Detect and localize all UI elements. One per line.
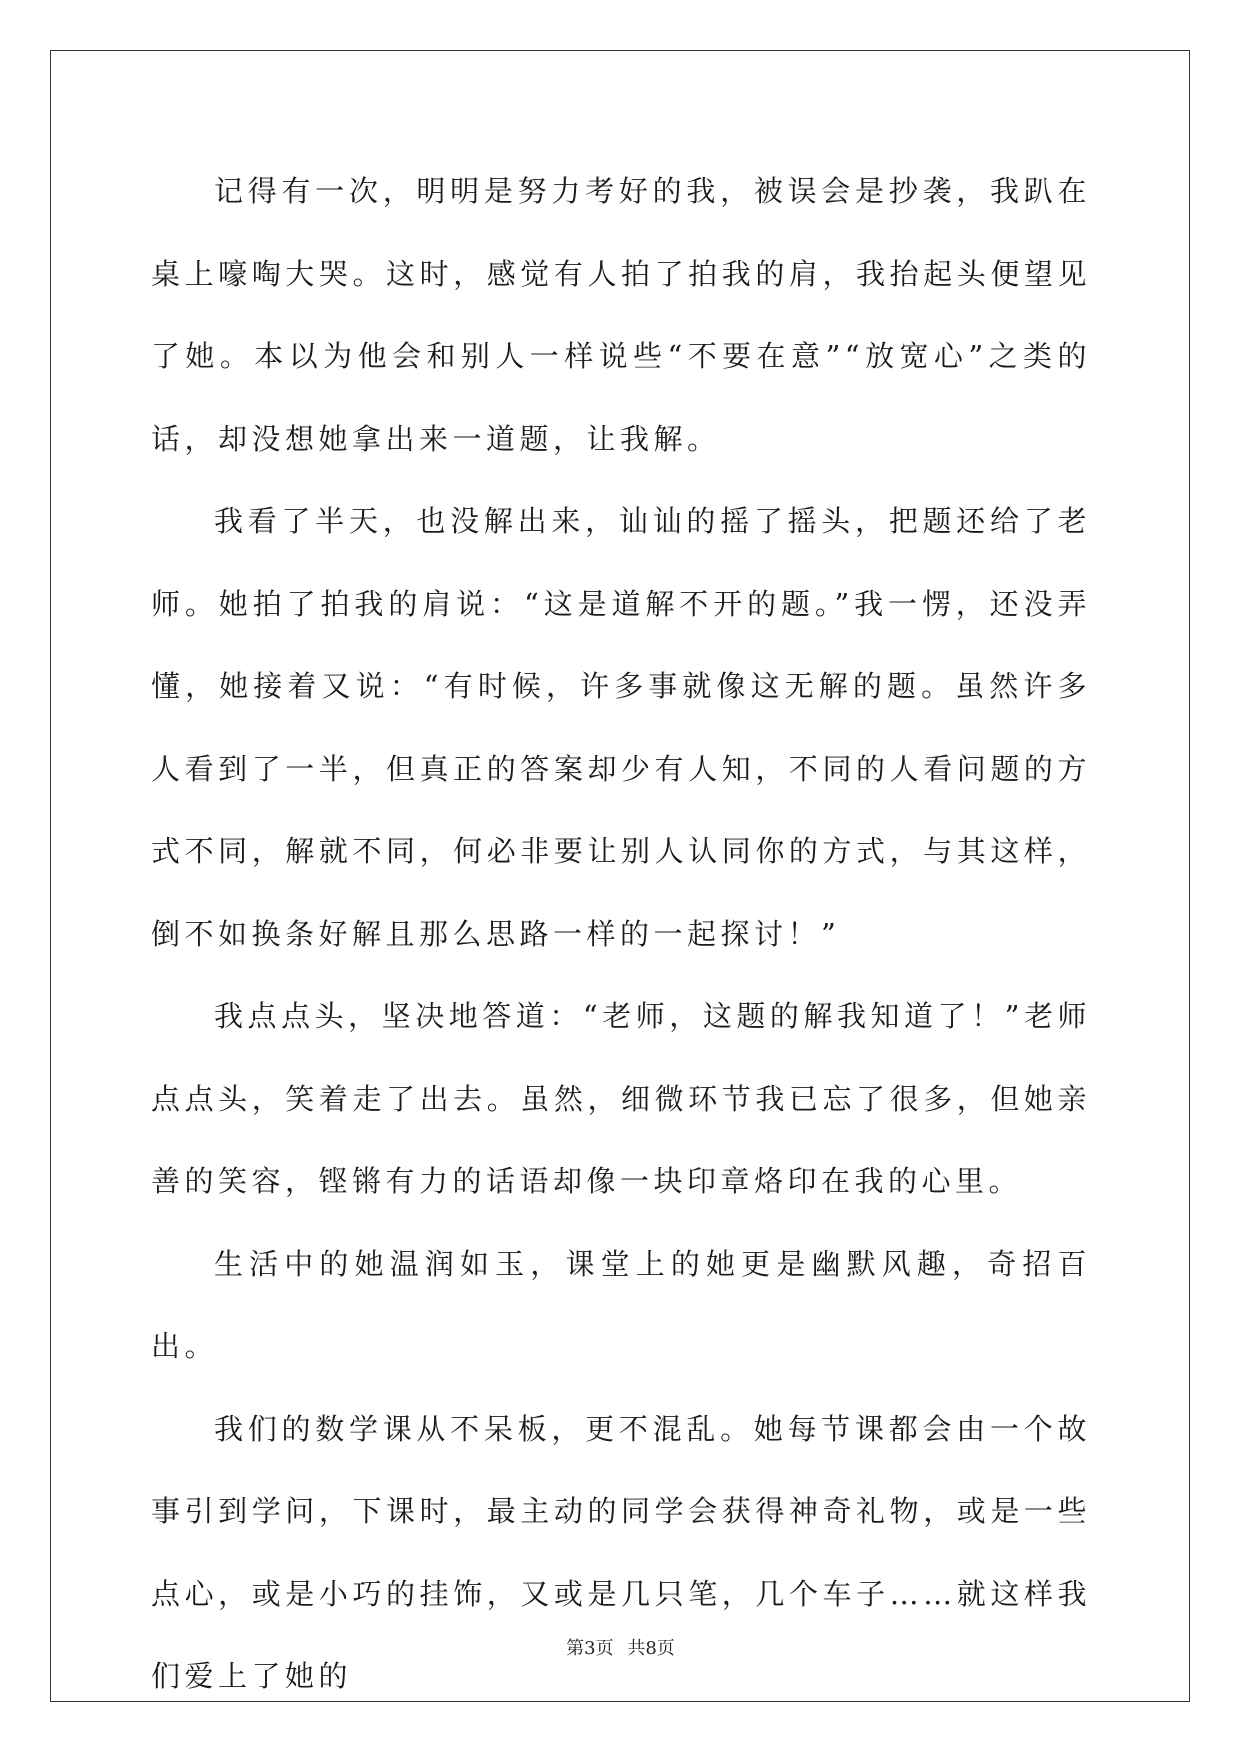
paragraph-3 <box>151 975 1091 1223</box>
paragraph-1-text: 记得有一次，明明是努力考好的我，被误会是抄袭，我趴在桌上嚎啕大哭。这时，感觉有人拍了拍我的肩，我抬起头便望见了她。本以为他会和别人一样说些“不要在意”“放宽心”之类的话，却没想她拿出来一道题，让我解。 <box>151 174 1091 456</box>
paragraph-4 <box>151 1223 1091 1388</box>
paragraph-4-text: 生活中的她温润如玉，课堂上的她更是幽默风趣，奇招百出。 <box>151 1246 1091 1363</box>
total-page-count: 共8页 <box>627 1638 675 1659</box>
page-footer <box>0 1637 1241 1661</box>
current-page-number: 第3页 <box>566 1638 614 1659</box>
paragraph-2-text: 我看了半天，也没解出来，讪讪的摇了摇头，把题还给了老师。她拍了拍我的肩说：“这是道解不开的题。”我一愣，还没弄懂，她接着又说：“有时候，许多事就像这无解的题。虽然许多人看到了一半，但真正的答案却少有人知，不同的人看问题的方式不同，解就不同，何必非要让别人认同你的方式，与其这样，倒不如换条好解且那么思路一样的一起探讨！” <box>151 504 1091 951</box>
paragraph-3-text: 我点点头，坚决地答道：“老师，这题的解我知道了！”老师点点头，笑着走了出去。虽然，细微环节我已忘了很多，但她亲善的笑容，铿锵有力的话语却像一块印章烙印在我的心里。 <box>151 999 1091 1198</box>
paragraph-5-text: 我们的数学课从不呆板，更不混乱。她每节课都会由一个故事引到学问，下课时，最主动的同学会获得神奇礼物，或是一些点心，或是小巧的挂饰，又或是几只笔，几个车子……就这样我们爱上了她的 <box>151 1411 1091 1693</box>
document-body <box>151 150 1091 1718</box>
paragraph-5 <box>151 1388 1091 1718</box>
paragraph-2 <box>151 480 1091 975</box>
paragraph-1 <box>151 150 1091 480</box>
